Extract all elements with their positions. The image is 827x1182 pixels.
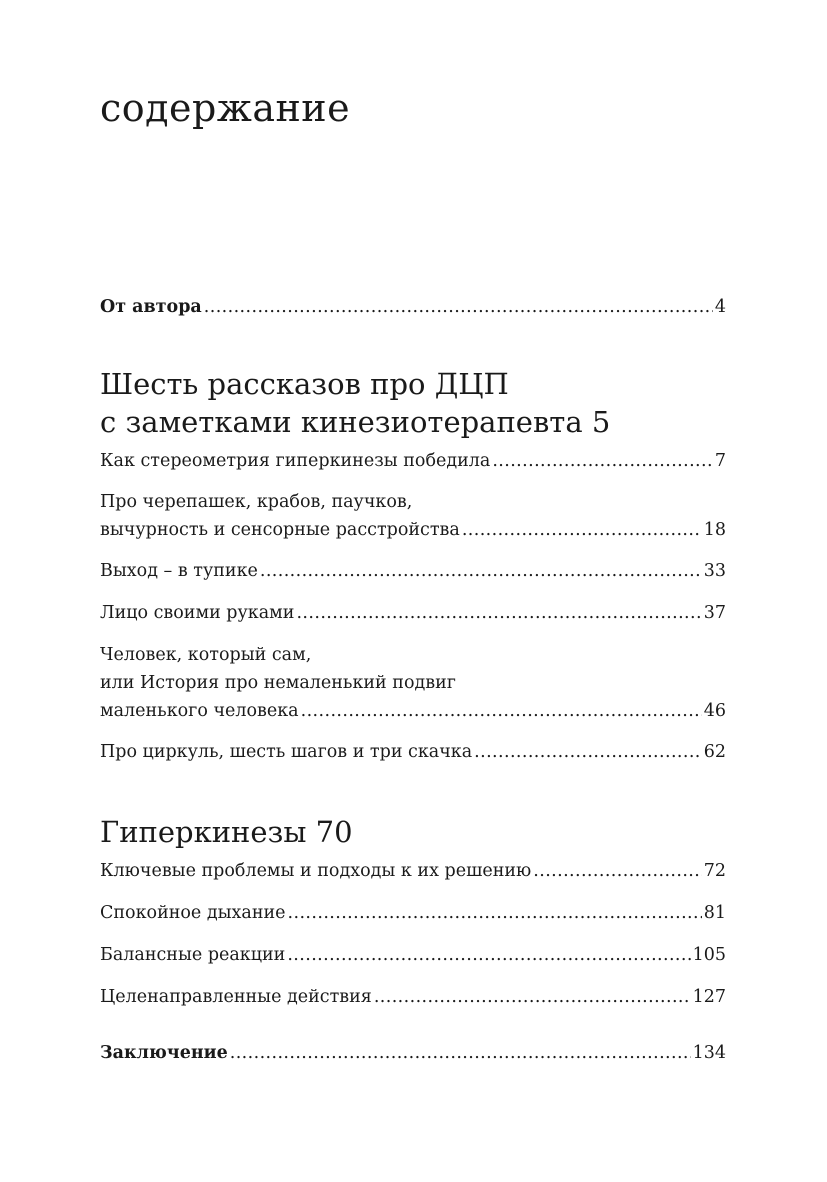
toc-entry[interactable] — [100, 641, 726, 725]
page-title: содержание — [100, 86, 351, 130]
dot-leader — [204, 293, 713, 321]
dot-leader — [288, 899, 702, 927]
toc-entry-label: Целенаправленные действия — [100, 987, 372, 1007]
toc-entry-label: Как стереометрия гиперкинезы победила — [100, 451, 491, 471]
toc-page-number: 127 — [692, 987, 726, 1007]
toc-entry-label: Выход – в тупике — [100, 561, 258, 581]
toc-entry[interactable] — [100, 599, 726, 627]
toc-page-number: 70 — [315, 815, 353, 849]
toc-section-hyperkinesis[interactable] — [100, 813, 726, 851]
dot-leader — [260, 557, 702, 585]
toc-entry-author[interactable] — [100, 293, 726, 321]
toc-page-number: 81 — [703, 903, 726, 923]
dot-leader — [462, 516, 702, 544]
toc-entry-label: Лицо своими руками — [100, 603, 295, 623]
toc-entry-label: Заключение — [100, 1043, 228, 1063]
toc-entry-label: Ключевые проблемы и подходы к их решению — [100, 861, 532, 881]
toc-page-number: 46 — [703, 701, 726, 721]
toc-entry-label: маленького человека — [100, 701, 299, 721]
toc-entry-label-line: Человек, который сам, — [100, 645, 312, 665]
toc-page-number: 33 — [703, 561, 726, 581]
toc-entry-label-line: Про черепашек, крабов, паучков, — [100, 492, 413, 512]
toc-entry-label: От автора — [100, 297, 202, 317]
toc-entry[interactable] — [100, 738, 726, 766]
dot-leader — [296, 599, 701, 627]
toc-page-number: 134 — [692, 1043, 726, 1063]
toc-page-number: 7 — [714, 451, 726, 471]
toc-entry-label: вычурность и сенсорные расстройства — [100, 520, 460, 540]
toc-section-label-line: с заметками кинезиотерапевта — [100, 405, 583, 439]
toc-section-label-line: Гиперкинезы — [100, 815, 307, 849]
toc-page-number: 4 — [714, 297, 726, 317]
toc-entry-label: Про циркуль, шесть шагов и три скачка — [100, 742, 473, 762]
toc-entry[interactable] — [100, 447, 726, 475]
toc-entry[interactable] — [100, 488, 726, 544]
toc-section-label-line: Шесть рассказов про ДЦП — [100, 367, 509, 401]
toc-entry-label-line: или История про немаленький подвиг — [100, 673, 456, 693]
dot-leader — [492, 447, 713, 475]
dot-leader — [287, 941, 690, 969]
toc-entry-conclusion[interactable] — [100, 1039, 726, 1067]
dot-leader — [301, 697, 702, 725]
toc-entry-label: Спокойное дыхание — [100, 903, 286, 923]
toc-entry[interactable] — [100, 941, 726, 969]
dot-leader — [474, 738, 702, 766]
toc-page-number: 105 — [692, 945, 726, 965]
toc-entry[interactable] — [100, 983, 726, 1011]
dot-leader — [374, 983, 691, 1011]
toc-entry[interactable] — [100, 557, 726, 585]
toc-page-number: 62 — [703, 742, 726, 762]
toc-entry[interactable] — [100, 857, 726, 885]
toc-page-number: 5 — [591, 405, 611, 439]
dot-leader — [230, 1039, 691, 1067]
toc-page-number: 18 — [703, 520, 726, 540]
toc-entry[interactable] — [100, 899, 726, 927]
toc-page-number: 72 — [703, 861, 726, 881]
toc-page-number: 37 — [703, 603, 726, 623]
toc-section-six-stories[interactable] — [100, 365, 726, 441]
toc-entry-label: Балансные реакции — [100, 945, 286, 965]
dot-leader — [533, 857, 701, 885]
table-of-contents — [100, 293, 726, 1067]
